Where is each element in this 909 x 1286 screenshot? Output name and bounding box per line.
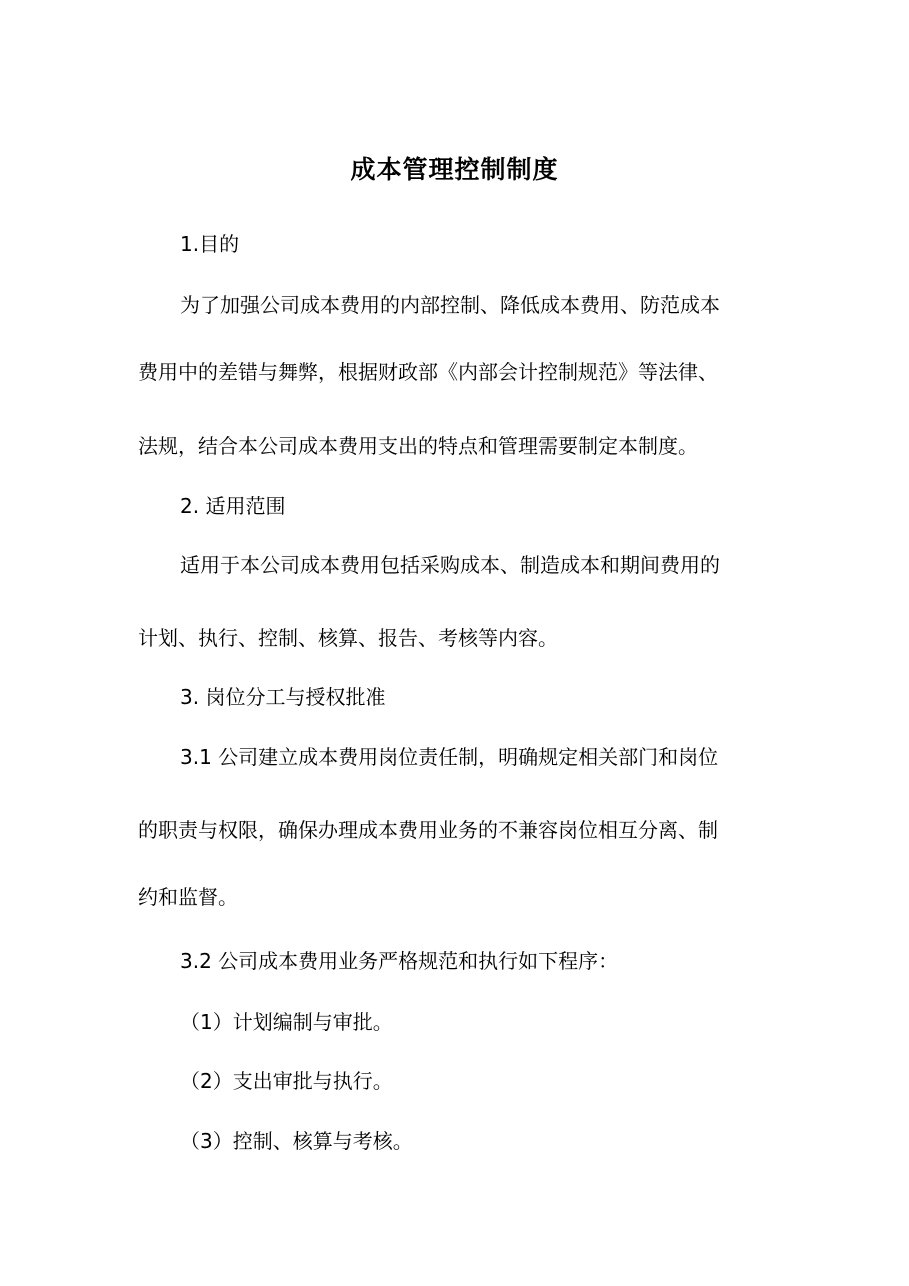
list-item: （2）支出审批与执行。 [180,1069,393,1093]
paragraph-line: 计划、执行、控制、核算、报告、考核等内容。 [138,626,558,650]
list-item: （1）计划编制与审批。 [180,1010,393,1034]
paragraph-line: 3.2 公司成本费用业务严格规范和执行如下程序： [180,949,619,973]
paragraph-line: 约和监督。 [138,885,238,909]
paragraph-line: 的职责与权限，确保办理成本费用业务的不兼容岗位相互分离、制 [138,818,718,842]
paragraph-line: 费用中的差错与舞弊，根据财政部《内部会计控制规范》等法律、 [138,360,718,384]
section-heading-purpose: 1.目的 [180,232,240,256]
document-title: 成本管理控制制度 [350,155,559,184]
list-item: （3）控制、核算与考核。 [180,1129,413,1153]
paragraph-line: 法规，结合本公司成本费用支出的特点和管理需要制定本制度。 [138,434,698,458]
paragraph-line: 3.1 公司建立成本费用岗位责任制，明确规定相关部门和岗位 [180,745,719,769]
section-heading-roles: 3. 岗位分工与授权批准 [180,685,386,709]
section-heading-scope: 2. 适用范围 [180,494,286,518]
paragraph-line: 为了加强公司成本费用的内部控制、降低成本费用、防范成本 [180,293,720,317]
paragraph-line: 适用于本公司成本费用包括采购成本、制造成本和期间费用的 [180,553,720,577]
